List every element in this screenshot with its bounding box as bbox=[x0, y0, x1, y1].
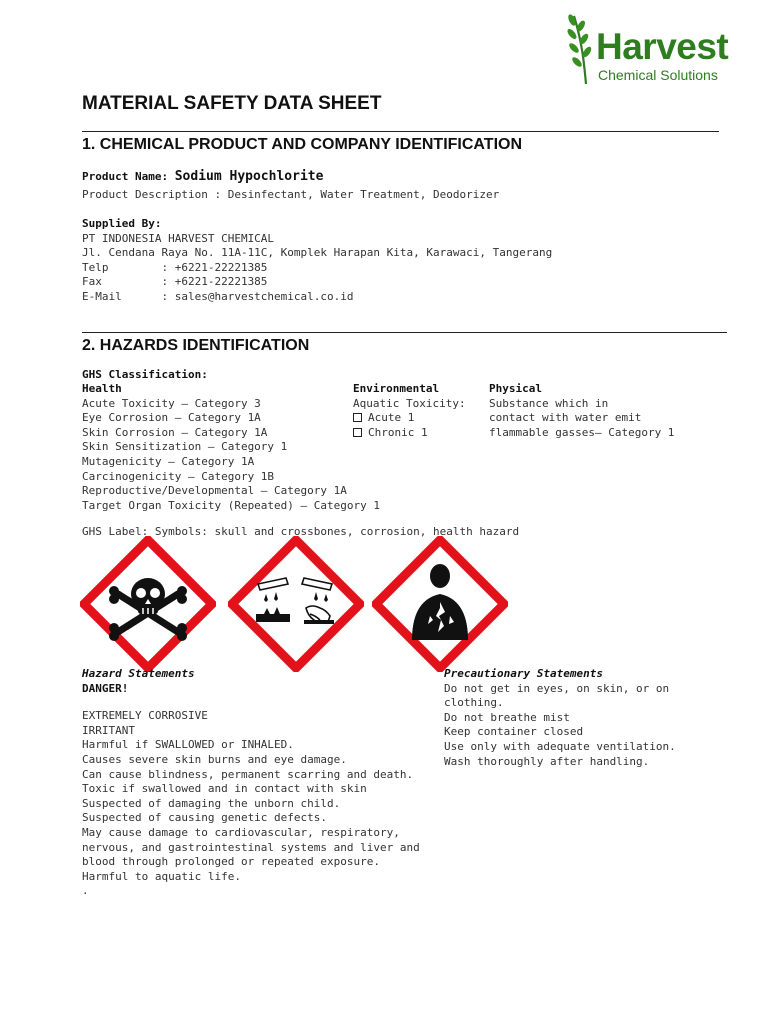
list-item: IRRITANT bbox=[82, 723, 135, 737]
company-logo bbox=[566, 12, 736, 86]
list-item: Causes severe skin burns and eye damage. bbox=[82, 752, 347, 766]
list-item: EXTREMELY CORROSIVE bbox=[82, 709, 208, 723]
list-item: nervous, and gastrointestinal systems and liver and bbox=[82, 840, 420, 854]
company-fax: Fax : +6221-22221385 bbox=[82, 275, 268, 289]
product-name-value: Sodium Hypochlorite bbox=[174, 169, 324, 184]
company-address: Jl. Cendana Raya No. 11A-11C, Komplek Harapan Kita, Karawaci, Tangerang bbox=[82, 246, 553, 260]
list-item: contact with water emit bbox=[489, 411, 642, 425]
list-item: Suspected of damaging the unborn child. bbox=[82, 796, 341, 810]
list-item: Mutagenicity – Category 1A bbox=[82, 454, 255, 468]
product-description: Product Description : Desinfectant, Water Treatment, Deodorizer bbox=[82, 188, 500, 201]
aquatic-toxicity-label: Aquatic Toxicity: bbox=[353, 396, 466, 410]
product-name-row bbox=[82, 170, 323, 185]
logo-wordmark: Harvest bbox=[596, 26, 729, 67]
list-item: Use only with adequate ventilation. bbox=[444, 739, 676, 753]
list-item: Eye Corrosion – Category 1A bbox=[82, 411, 261, 425]
document-title: MATERIAL SAFETY DATA SHEET bbox=[82, 93, 382, 114]
list-item: Can cause blindness, permanent scarring and death. bbox=[82, 767, 414, 781]
environmental-label: Environmental bbox=[353, 382, 440, 395]
section-2-heading: 2. HAZARDS IDENTIFICATION bbox=[82, 337, 310, 354]
signal-word: DANGER! bbox=[82, 681, 129, 695]
list-item: Skin Sensitization – Category 1 bbox=[82, 440, 288, 454]
list-item: Substance which in bbox=[489, 396, 609, 410]
logo-subtitle: Chemical Solutions bbox=[598, 67, 718, 83]
list-item: Harmful to aquatic life. bbox=[82, 869, 241, 883]
list-item: Toxic if swallowed and in contact with skin bbox=[82, 782, 367, 796]
checkbox-icon bbox=[353, 413, 362, 422]
list-item: clothing. bbox=[444, 696, 504, 710]
checkbox-icon bbox=[353, 428, 362, 437]
divider bbox=[82, 332, 727, 333]
list-item: Wash thoroughly after handling. bbox=[444, 754, 650, 768]
divider bbox=[82, 131, 719, 132]
company-name: PT INDONESIA HARVEST CHEMICAL bbox=[82, 231, 275, 245]
list-item: Harmful if SWALLOWED or INHALED. bbox=[82, 738, 294, 752]
list-item: blood through prolonged or repeated exposure. bbox=[82, 855, 381, 869]
section-1-heading: 1. CHEMICAL PRODUCT AND COMPANY IDENTIFICATION bbox=[82, 136, 523, 153]
hazard-statements-heading: Hazard Statements bbox=[82, 667, 195, 680]
health-hazards-column bbox=[82, 382, 380, 513]
list-item: Carcinogenicity – Category 1B bbox=[82, 469, 275, 483]
list-item: Suspected of causing genetic defects. bbox=[82, 811, 328, 825]
list-item: Target Organ Toxicity (Repeated) – Category 1 bbox=[82, 498, 381, 512]
list-item: Acute 1 bbox=[353, 411, 466, 426]
company-email: E-Mail : sales@harvestchemical.co.id bbox=[82, 289, 354, 303]
environmental-hazards-column bbox=[353, 382, 466, 440]
physical-label: Physical bbox=[489, 382, 542, 395]
list-item: Chronic 1 bbox=[353, 426, 466, 441]
hazard-statements bbox=[82, 667, 442, 899]
list-item: Do not breathe mist bbox=[444, 710, 570, 724]
corrosion-icon bbox=[228, 536, 364, 672]
list-item: Do not get in eyes, on skin, or on bbox=[444, 681, 670, 695]
supplied-by-label: Supplied By: bbox=[82, 217, 162, 230]
list-item: Skin Corrosion – Category 1A bbox=[82, 425, 268, 439]
ghs-label-text: GHS Label: Symbols: skull and crossbones, corrosion, health hazard bbox=[82, 525, 520, 538]
physical-hazards-column bbox=[489, 382, 674, 440]
health-hazard-icon bbox=[372, 536, 508, 672]
ghs-classification-label: GHS Classification: bbox=[82, 368, 208, 381]
list-item: flammable gasses– Category 1 bbox=[489, 425, 675, 439]
list-item: . bbox=[82, 884, 89, 898]
product-name-label: Product Name: bbox=[82, 170, 169, 183]
list-item: May cause damage to cardiovascular, respiratory, bbox=[82, 825, 400, 839]
supplier-block bbox=[82, 217, 552, 305]
precautionary-statements bbox=[444, 667, 734, 769]
list-item: Acute Toxicity – Category 3 bbox=[82, 396, 261, 410]
list-item: Reproductive/Developmental – Category 1A bbox=[82, 484, 347, 498]
precautionary-statements-heading: Precautionary Statements bbox=[444, 667, 603, 680]
list-item: Keep container closed bbox=[444, 725, 584, 739]
health-label: Health bbox=[82, 382, 122, 395]
company-telp: Telp : +6221-22221385 bbox=[82, 260, 268, 274]
skull-and-crossbones-icon bbox=[80, 536, 216, 672]
